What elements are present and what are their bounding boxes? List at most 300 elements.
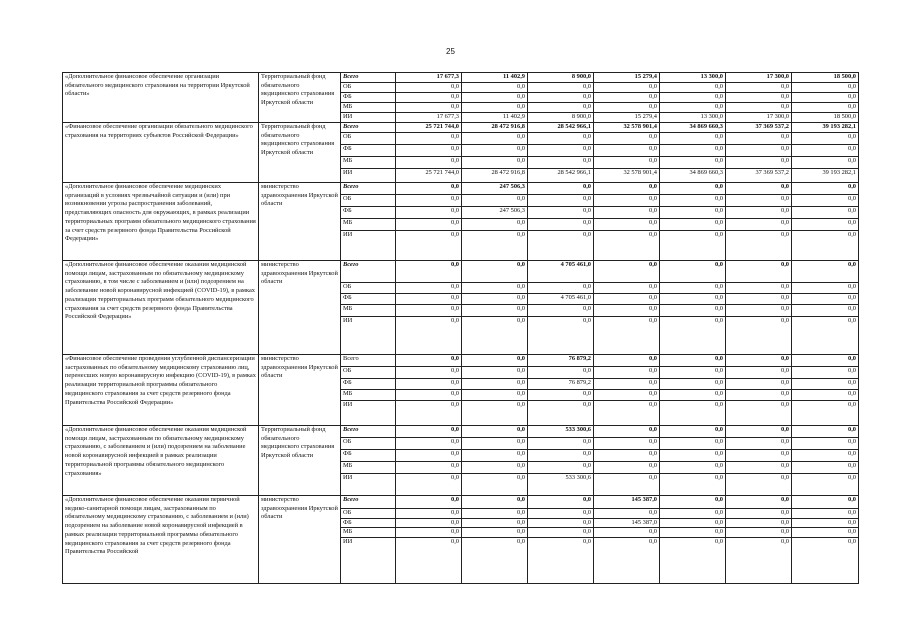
amount-cell: 0,0: [396, 438, 462, 450]
amount-cell: 0,0: [792, 528, 859, 538]
amount-cell: 0,0: [792, 509, 859, 519]
amount-cell: 0,0: [462, 450, 528, 462]
amount-cell: 0,0: [792, 496, 859, 509]
amount-cell: 0,0: [396, 355, 462, 367]
amount-cell: 0,0: [792, 538, 859, 584]
amount-cell: 0,0: [792, 379, 859, 390]
amount-cell: 0,0: [726, 83, 792, 93]
amount-cell: 0,0: [726, 231, 792, 261]
amount-cell: 0,0: [462, 390, 528, 401]
funding-source-label: МБ: [341, 219, 396, 231]
amount-cell: 0,0: [660, 133, 726, 145]
amount-cell: 0,0: [726, 133, 792, 145]
amount-cell: 0,0: [462, 219, 528, 231]
amount-cell: 0,0: [396, 294, 462, 305]
amount-cell: 37 369 537,2: [726, 169, 792, 183]
amount-cell: 0,0: [396, 133, 462, 145]
responsible-executor: министерство здравоохранения Иркутской области: [259, 496, 341, 584]
amount-cell: 0,0: [462, 474, 528, 496]
amount-cell: 0,0: [462, 509, 528, 519]
amount-cell: 0,0: [726, 103, 792, 113]
amount-cell: 0,0: [594, 355, 660, 367]
responsible-executor: Территориальный фонд обязательного медицинского страхования Иркутской области: [259, 73, 341, 123]
amount-cell: 25 721 744,0: [396, 123, 462, 133]
amount-cell: 0,0: [792, 103, 859, 113]
amount-cell: 0,0: [726, 183, 792, 195]
amount-cell: 0,0: [726, 294, 792, 305]
amount-cell: 39 193 282,1: [792, 169, 859, 183]
amount-cell: 0,0: [792, 83, 859, 93]
funding-source-label: ФБ: [341, 207, 396, 219]
amount-cell: 0,0: [396, 367, 462, 379]
amount-cell: 0,0: [528, 528, 594, 538]
amount-cell: 0,0: [462, 283, 528, 294]
activity-description: «Дополнительное финансовое обеспечение оказания медицинской помощи лицам, застрахованным по обязательному медицинскому страхованию, в том числе с заболеванием и (или) подозрением на заболевание новой коронавирусной инфекцией (COVID-19), в рамках реализации территориальных программ обязательного медицинского страхования за счет средств резервного фонда Правительства Российской Федерации»: [63, 261, 259, 355]
amount-cell: 0,0: [396, 183, 462, 195]
amount-cell: 0,0: [528, 367, 594, 379]
responsible-executor: Территориальный фонд обязательного медицинского страхования Иркутской области: [259, 123, 341, 183]
amount-cell: 0,0: [594, 145, 660, 157]
amount-cell: 0,0: [792, 219, 859, 231]
amount-cell: 0,0: [396, 390, 462, 401]
amount-cell: 0,0: [660, 219, 726, 231]
amount-cell: 0,0: [462, 305, 528, 317]
funding-source-label: ИИ: [341, 113, 396, 123]
amount-cell: 0,0: [462, 355, 528, 367]
amount-cell: 0,0: [396, 528, 462, 538]
amount-cell: 0,0: [726, 379, 792, 390]
amount-cell: 0,0: [528, 509, 594, 519]
activity-description: «Финансовое обеспечение организации обязательного медицинского страхования на территориях субъектов Российской Федерации»: [63, 123, 259, 183]
amount-cell: 28 472 916,8: [462, 169, 528, 183]
amount-cell: 8 900,0: [528, 113, 594, 123]
funding-source-label: ИИ: [341, 231, 396, 261]
amount-cell: 0,0: [660, 283, 726, 294]
funding-source-label: ОБ: [341, 133, 396, 145]
amount-cell: 0,0: [396, 231, 462, 261]
amount-cell: 0,0: [726, 305, 792, 317]
amount-cell: 0,0: [660, 390, 726, 401]
funding-source-label: МБ: [341, 390, 396, 401]
amount-cell: 0,0: [462, 294, 528, 305]
amount-cell: 0,0: [792, 231, 859, 261]
amount-cell: 145 387,0: [594, 496, 660, 509]
amount-cell: 0,0: [594, 219, 660, 231]
amount-cell: 0,0: [396, 509, 462, 519]
amount-cell: 0,0: [528, 462, 594, 474]
amount-cell: 0,0: [528, 538, 594, 584]
amount-cell: 0,0: [726, 438, 792, 450]
amount-cell: 0,0: [528, 438, 594, 450]
amount-cell: 0,0: [462, 528, 528, 538]
amount-cell: 0,0: [528, 305, 594, 317]
amount-cell: 0,0: [594, 207, 660, 219]
amount-cell: 4 705 461,0: [528, 294, 594, 305]
amount-cell: 0,0: [462, 103, 528, 113]
amount-cell: 0,0: [792, 390, 859, 401]
amount-cell: 0,0: [726, 426, 792, 438]
funding-source-label: Всего: [341, 183, 396, 195]
amount-cell: 0,0: [594, 379, 660, 390]
amount-cell: 0,0: [792, 145, 859, 157]
funding-source-label: ИИ: [341, 474, 396, 496]
amount-cell: 0,0: [660, 438, 726, 450]
amount-cell: 0,0: [528, 93, 594, 103]
amount-cell: 0,0: [660, 231, 726, 261]
amount-cell: 0,0: [396, 474, 462, 496]
amount-cell: 0,0: [726, 157, 792, 169]
amount-cell: 0,0: [792, 294, 859, 305]
amount-cell: 0,0: [726, 390, 792, 401]
amount-cell: 0,0: [396, 538, 462, 584]
amount-cell: 34 869 660,3: [660, 169, 726, 183]
amount-cell: 0,0: [396, 83, 462, 93]
funding-source-label: МБ: [341, 157, 396, 169]
amount-cell: 0,0: [660, 450, 726, 462]
amount-cell: 145 387,0: [594, 518, 660, 528]
amount-cell: 0,0: [660, 355, 726, 367]
amount-cell: 0,0: [792, 317, 859, 355]
amount-cell: 0,0: [594, 462, 660, 474]
amount-cell: 0,0: [660, 157, 726, 169]
amount-cell: 0,0: [726, 538, 792, 584]
amount-cell: 11 402,9: [462, 73, 528, 83]
amount-cell: 0,0: [594, 317, 660, 355]
amount-cell: 28 542 966,1: [528, 169, 594, 183]
activity-description: «Дополнительное финансовое обеспечение организации обязательного медицинского страхования на территории Иркутской области»: [63, 73, 259, 123]
responsible-executor: Территориальный фонд обязательного медицинского страхования Иркутской области: [259, 426, 341, 496]
funding-source-label: Всего: [341, 355, 396, 367]
amount-cell: 247 506,3: [462, 183, 528, 195]
amount-cell: 0,0: [726, 355, 792, 367]
total-row: [63, 183, 859, 195]
amount-cell: 0,0: [792, 157, 859, 169]
total-row: [63, 496, 859, 509]
amount-cell: 0,0: [528, 317, 594, 355]
amount-cell: 0,0: [462, 231, 528, 261]
amount-cell: 28 472 916,8: [462, 123, 528, 133]
funding-source-label: Всего: [341, 426, 396, 438]
amount-cell: 0,0: [528, 401, 594, 426]
amount-cell: 0,0: [396, 496, 462, 509]
amount-cell: 0,0: [396, 261, 462, 283]
amount-cell: 0,0: [396, 401, 462, 426]
amount-cell: 0,0: [660, 103, 726, 113]
funding-source-label: ОБ: [341, 195, 396, 207]
amount-cell: 0,0: [792, 133, 859, 145]
funding-source-label: МБ: [341, 305, 396, 317]
amount-cell: 8 900,0: [528, 73, 594, 83]
total-row: [63, 261, 859, 283]
amount-cell: 17 300,0: [726, 73, 792, 83]
amount-cell: 533 300,6: [528, 426, 594, 438]
amount-cell: 0,0: [594, 401, 660, 426]
amount-cell: 0,0: [660, 195, 726, 207]
amount-cell: 0,0: [528, 145, 594, 157]
funding-source-label: ФБ: [341, 450, 396, 462]
funding-source-label: ФБ: [341, 379, 396, 390]
amount-cell: 0,0: [462, 195, 528, 207]
amount-cell: 0,0: [396, 305, 462, 317]
amount-cell: 0,0: [594, 261, 660, 283]
amount-cell: 0,0: [726, 367, 792, 379]
amount-cell: 0,0: [462, 261, 528, 283]
amount-cell: 28 542 966,1: [528, 123, 594, 133]
amount-cell: 0,0: [396, 219, 462, 231]
amount-cell: 0,0: [594, 438, 660, 450]
amount-cell: 0,0: [594, 390, 660, 401]
page-number: 25: [446, 47, 455, 56]
amount-cell: 0,0: [396, 195, 462, 207]
activity-description: «Дополнительное финансовое обеспечение оказания медицинской помощи лицам, застрахованным по обязательному медицинскому страхованию, с заболеванием и (или) подозрением на заболевание новой коронавирусной инфекцией в рамках реализации территориальной программы обязательного медицинского страхования»: [63, 426, 259, 496]
amount-cell: 0,0: [660, 538, 726, 584]
amount-cell: 0,0: [462, 93, 528, 103]
amount-cell: 18 500,0: [792, 73, 859, 83]
responsible-executor: министерство здравоохранения Иркутской области: [259, 355, 341, 426]
amount-cell: 0,0: [792, 518, 859, 528]
amount-cell: 32 578 901,4: [594, 169, 660, 183]
amount-cell: 0,0: [462, 379, 528, 390]
amount-cell: 0,0: [396, 462, 462, 474]
amount-cell: 0,0: [594, 195, 660, 207]
amount-cell: 0,0: [594, 294, 660, 305]
amount-cell: 0,0: [528, 103, 594, 113]
amount-cell: 0,0: [528, 195, 594, 207]
amount-cell: 0,0: [462, 145, 528, 157]
amount-cell: 0,0: [726, 261, 792, 283]
amount-cell: 0,0: [594, 450, 660, 462]
amount-cell: 15 279,4: [594, 113, 660, 123]
amount-cell: 0,0: [396, 379, 462, 390]
amount-cell: 0,0: [396, 157, 462, 169]
amount-cell: 0,0: [660, 401, 726, 426]
amount-cell: 0,0: [462, 317, 528, 355]
amount-cell: 0,0: [396, 317, 462, 355]
amount-cell: 0,0: [594, 133, 660, 145]
amount-cell: 0,0: [594, 231, 660, 261]
amount-cell: 0,0: [462, 518, 528, 528]
amount-cell: 0,0: [462, 538, 528, 584]
amount-cell: 0,0: [660, 305, 726, 317]
amount-cell: 0,0: [660, 83, 726, 93]
amount-cell: 0,0: [660, 261, 726, 283]
amount-cell: 0,0: [594, 183, 660, 195]
amount-cell: 0,0: [660, 509, 726, 519]
amount-cell: 0,0: [660, 462, 726, 474]
amount-cell: 0,0: [462, 133, 528, 145]
amount-cell: 76 879,2: [528, 355, 594, 367]
total-row: [63, 73, 859, 83]
amount-cell: 0,0: [594, 426, 660, 438]
amount-cell: 34 869 660,3: [660, 123, 726, 133]
activity-description: «Дополнительное финансовое обеспечение медицинских организаций в условиях чрезвычайной ситуации и (или) при возникновении угрозы распространения заболеваний, представляющих опасность для окружающих, в рамках реализации территориальных программ обязательного медицинского страхования за счет средств резервного фонда Правительства Российской Федерации»: [63, 183, 259, 261]
amount-cell: 0,0: [660, 528, 726, 538]
funding-source-label: ИИ: [341, 538, 396, 584]
amount-cell: 4 705 461,0: [528, 261, 594, 283]
amount-cell: 0,0: [594, 528, 660, 538]
amount-cell: 0,0: [528, 283, 594, 294]
amount-cell: 0,0: [660, 474, 726, 496]
amount-cell: 76 879,2: [528, 379, 594, 390]
amount-cell: 0,0: [528, 83, 594, 93]
amount-cell: 0,0: [462, 401, 528, 426]
responsible-executor: министерство здравоохранения Иркутской области: [259, 183, 341, 261]
amount-cell: 0,0: [594, 83, 660, 93]
amount-cell: 0,0: [726, 93, 792, 103]
amount-cell: 0,0: [660, 207, 726, 219]
amount-cell: 0,0: [660, 379, 726, 390]
total-row: [63, 123, 859, 133]
amount-cell: 0,0: [792, 183, 859, 195]
amount-cell: 0,0: [462, 462, 528, 474]
funding-source-label: ФБ: [341, 518, 396, 528]
amount-cell: 0,0: [726, 528, 792, 538]
amount-cell: 13 300,0: [660, 73, 726, 83]
amount-cell: 0,0: [396, 103, 462, 113]
amount-cell: 0,0: [594, 474, 660, 496]
funding-source-label: Всего: [341, 73, 396, 83]
amount-cell: 247 506,3: [462, 207, 528, 219]
amount-cell: 0,0: [528, 231, 594, 261]
financing-table: [62, 72, 859, 584]
amount-cell: 0,0: [726, 401, 792, 426]
funding-source-label: ОБ: [341, 438, 396, 450]
amount-cell: 0,0: [726, 462, 792, 474]
amount-cell: 39 193 282,1: [792, 123, 859, 133]
funding-source-label: ИИ: [341, 169, 396, 183]
amount-cell: 37 369 537,2: [726, 123, 792, 133]
amount-cell: 0,0: [660, 145, 726, 157]
funding-source-label: Всего: [341, 261, 396, 283]
funding-source-label: Всего: [341, 496, 396, 509]
amount-cell: 0,0: [726, 450, 792, 462]
amount-cell: 0,0: [528, 496, 594, 509]
amount-cell: 0,0: [528, 133, 594, 145]
amount-cell: 0,0: [462, 496, 528, 509]
amount-cell: 0,0: [528, 207, 594, 219]
total-row: [63, 355, 859, 367]
amount-cell: 0,0: [726, 509, 792, 519]
amount-cell: 0,0: [792, 401, 859, 426]
amount-cell: 0,0: [660, 183, 726, 195]
amount-cell: 0,0: [594, 93, 660, 103]
amount-cell: 0,0: [792, 261, 859, 283]
funding-source-label: ОБ: [341, 509, 396, 519]
amount-cell: 0,0: [792, 207, 859, 219]
amount-cell: 0,0: [528, 518, 594, 528]
funding-source-label: ОБ: [341, 283, 396, 294]
funding-source-label: МБ: [341, 462, 396, 474]
amount-cell: 18 500,0: [792, 113, 859, 123]
total-row: [63, 426, 859, 438]
amount-cell: 0,0: [528, 183, 594, 195]
amount-cell: 0,0: [396, 450, 462, 462]
amount-cell: 17 300,0: [726, 113, 792, 123]
amount-cell: 0,0: [792, 305, 859, 317]
amount-cell: 0,0: [528, 157, 594, 169]
funding-source-label: Всего: [341, 123, 396, 133]
amount-cell: 0,0: [528, 390, 594, 401]
amount-cell: 0,0: [660, 367, 726, 379]
amount-cell: 0,0: [726, 496, 792, 509]
amount-cell: 0,0: [462, 426, 528, 438]
amount-cell: 0,0: [792, 462, 859, 474]
amount-cell: 13 300,0: [660, 113, 726, 123]
amount-cell: 0,0: [726, 145, 792, 157]
funding-source-label: ОБ: [341, 83, 396, 93]
amount-cell: 25 721 744,0: [396, 169, 462, 183]
amount-cell: 0,0: [660, 426, 726, 438]
amount-cell: 0,0: [792, 474, 859, 496]
amount-cell: 0,0: [594, 538, 660, 584]
amount-cell: 0,0: [660, 294, 726, 305]
activity-description: «Финансовое обеспечение проведения углубленной диспансеризации застрахованных по обязательному медицинскому страхованию лиц, перенесших новую коронавирусную инфекцию (COVID-19), в рамках реализации территориальной программы обязательного медицинского страхования за счет средств резервного фонда Правительства Российской Федерации»: [63, 355, 259, 426]
amount-cell: 0,0: [792, 438, 859, 450]
amount-cell: 0,0: [726, 518, 792, 528]
amount-cell: 0,0: [594, 103, 660, 113]
amount-cell: 0,0: [726, 219, 792, 231]
amount-cell: 0,0: [660, 518, 726, 528]
amount-cell: 0,0: [792, 355, 859, 367]
amount-cell: 0,0: [594, 305, 660, 317]
table-body: [63, 73, 859, 584]
responsible-executor: министерство здравоохранения Иркутской области: [259, 261, 341, 355]
amount-cell: 0,0: [792, 426, 859, 438]
activity-description: «Дополнительное финансовое обеспечение оказания первичной медико-санитарной помощи лицам, застрахованным по обязательному медицинскому страхованию, с заболеванием и (или) подозрением на заболевание новой коронавирусной инфекцией в рамках реализации территориальной программы обязательного медицинского страхования за счет средств резервного фонда Правительства Российской: [63, 496, 259, 584]
amount-cell: 0,0: [396, 207, 462, 219]
amount-cell: 0,0: [792, 93, 859, 103]
amount-cell: 0,0: [396, 93, 462, 103]
funding-source-label: ФБ: [341, 93, 396, 103]
amount-cell: 0,0: [396, 283, 462, 294]
amount-cell: 11 402,9: [462, 113, 528, 123]
amount-cell: 15 279,4: [594, 73, 660, 83]
amount-cell: 0,0: [792, 367, 859, 379]
amount-cell: 0,0: [594, 509, 660, 519]
amount-cell: 0,0: [594, 157, 660, 169]
amount-cell: 0,0: [792, 195, 859, 207]
amount-cell: 17 677,3: [396, 113, 462, 123]
funding-source-label: ФБ: [341, 294, 396, 305]
amount-cell: 0,0: [594, 283, 660, 294]
funding-source-label: ФБ: [341, 145, 396, 157]
amount-cell: 0,0: [726, 283, 792, 294]
amount-cell: 533 300,6: [528, 474, 594, 496]
amount-cell: 0,0: [726, 317, 792, 355]
amount-cell: 0,0: [660, 93, 726, 103]
amount-cell: 32 578 901,4: [594, 123, 660, 133]
amount-cell: 17 677,3: [396, 73, 462, 83]
amount-cell: 0,0: [726, 474, 792, 496]
funding-source-label: ОБ: [341, 367, 396, 379]
amount-cell: 0,0: [462, 367, 528, 379]
amount-cell: 0,0: [726, 207, 792, 219]
amount-cell: 0,0: [396, 426, 462, 438]
funding-source-label: ИИ: [341, 317, 396, 355]
amount-cell: 0,0: [396, 145, 462, 157]
amount-cell: 0,0: [528, 219, 594, 231]
funding-source-label: МБ: [341, 103, 396, 113]
funding-source-label: МБ: [341, 528, 396, 538]
amount-cell: 0,0: [792, 283, 859, 294]
amount-cell: 0,0: [462, 438, 528, 450]
amount-cell: 0,0: [792, 450, 859, 462]
amount-cell: 0,0: [396, 518, 462, 528]
amount-cell: 0,0: [462, 157, 528, 169]
amount-cell: 0,0: [660, 496, 726, 509]
funding-source-label: ИИ: [341, 401, 396, 426]
amount-cell: 0,0: [726, 195, 792, 207]
